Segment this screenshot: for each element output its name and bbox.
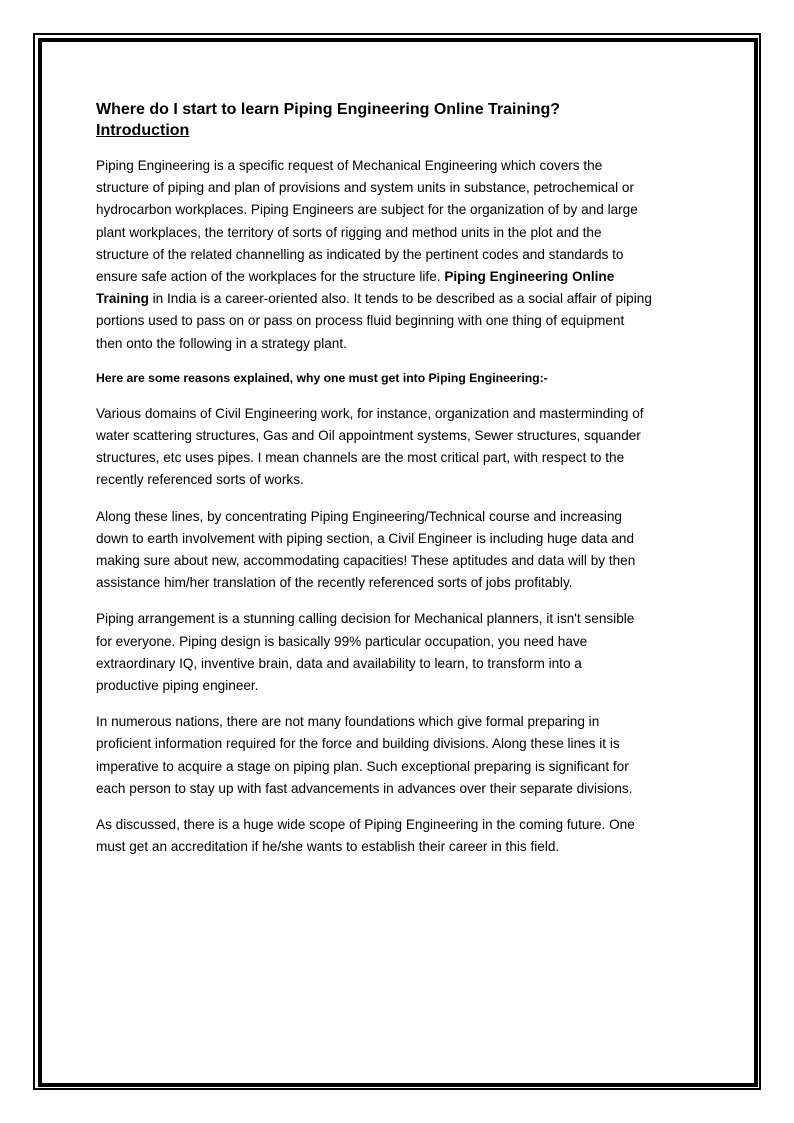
document-title: Where do I start to learn Piping Engineering Online Training? [96, 101, 561, 118]
text-line: structure of the related channelling as indicated by the pertinent codes and standards to [96, 246, 624, 262]
text-line: Piping Engineering is a specific request of Mechanical Engineering which covers the [96, 158, 603, 173]
text-run: in India is a career-oriented also. It tends to be described as a social affair of piping [148, 291, 652, 307]
text-line: then onto the following in a strategy plant. [96, 335, 347, 351]
text-line: making sure about new, accommodating capacities! These aptitudes and data will by then [96, 553, 636, 569]
text-line: structure of piping and plan of provisions and system units in substance, petrochemical or [96, 180, 634, 196]
text-line: structures, etc uses pipes. I mean channels are the most critical part, with respect to the [96, 450, 625, 466]
text-run: ensure safe action of the workplaces for the structure life. [96, 269, 445, 285]
body-paragraph [96, 814, 706, 858]
text-line: must get an accreditation if he/she wants to establish their career in this field. [96, 839, 560, 855]
text-line: imperative to acquire a stage on piping plan. Such exceptional preparing is significant for [96, 758, 629, 774]
text-line: hydrocarbon workplaces. Piping Engineers are subject for the organization of by and large [96, 202, 638, 218]
body-paragraph [96, 403, 706, 492]
text-line: portions used to pass on or pass on process fluid beginning with one thing of equipment [96, 313, 625, 329]
text-line: In numerous nations, there are not many foundations which give formal preparing in [96, 714, 600, 730]
document-body [96, 99, 706, 858]
text-line: assistance him/her translation of the recently referenced sorts of jobs profitably. [96, 575, 573, 591]
text-line: Along these lines, by concentrating Piping Engineering/Technical course and increasing [96, 508, 622, 524]
bold-keyword: Training [96, 291, 149, 307]
text-line: down to earth involvement with piping section, a Civil Engineer is including huge data and [96, 530, 635, 546]
text-line: proficient information required for the force and building divisions. Along these lines it is [96, 736, 620, 752]
intro-paragraph [96, 155, 706, 355]
body-paragraph [96, 506, 706, 595]
text-line: productive piping engineer. [96, 678, 259, 694]
paragraphs [96, 403, 706, 859]
text-line: water scattering structures, Gas and Oil appointment systems, Sewer structures, squander [96, 428, 641, 444]
text-line [96, 288, 706, 310]
text-line: Various domains of Civil Engineering work, for instance, organization and masterminding of [96, 405, 644, 421]
bold-keyword: Piping Engineering Online [444, 269, 615, 285]
text-line: recently referenced sorts of works. [96, 472, 304, 488]
text-line: each person to stay up with fast advancements in advances over their separate divisions. [96, 780, 633, 796]
text-line: extraordinary IQ, inventive brain, data and availability to learn, to transform into a [96, 655, 582, 671]
body-paragraph [96, 608, 706, 697]
text-line: plant workplaces, the territory of sorts of rigging and method units in the plot and the [96, 224, 602, 240]
text-line: Piping arrangement is a stunning calling decision for Mechanical planners, it isn't sensible [96, 611, 635, 627]
text-line: As discussed, there is a huge wide scope of Piping Engineering in the coming future. One [96, 817, 635, 833]
body-paragraph [96, 711, 706, 800]
text-line [96, 266, 706, 288]
introduction-heading: Introduction [96, 122, 190, 139]
text-line: for everyone. Piping design is basically 99% particular occupation, you need have [96, 633, 588, 649]
reasons-heading: Here are some reasons explained, why one must get into Piping Engineering:- [96, 370, 548, 385]
